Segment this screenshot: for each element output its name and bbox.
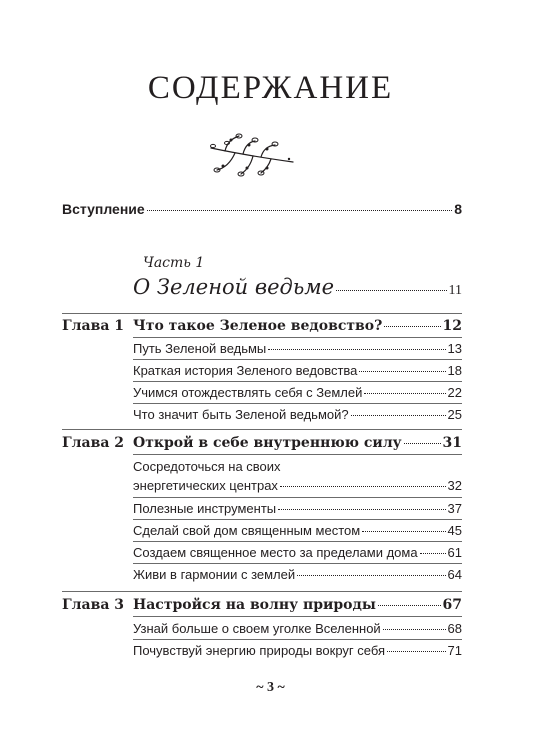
divider <box>133 497 462 498</box>
toc-entry-title: Вступление <box>62 201 145 217</box>
section-title-line: Сосредоточься на своих <box>133 459 281 474</box>
part-title: О Зеленой ведьме <box>133 275 335 299</box>
chapter-title: Открой в себе внутреннюю силу <box>133 435 402 451</box>
section-title: Почувствуй энергию природы вокруг себя <box>133 643 386 658</box>
dot-leader <box>147 210 453 211</box>
divider <box>62 313 462 314</box>
divider <box>133 563 462 564</box>
toc-entry-page: 67 <box>442 597 462 613</box>
toc-entry-section <box>133 621 462 636</box>
chapter-title: Настройся на волну природы <box>133 597 376 613</box>
toc-entry-page: 37 <box>447 501 462 516</box>
toc-entry-page: 25 <box>447 407 462 422</box>
section-title: Путь Зеленой ведьмы <box>133 341 267 356</box>
toc-entry-section <box>133 407 462 422</box>
dot-leader <box>404 443 441 444</box>
dot-leader <box>362 531 445 532</box>
dot-leader <box>420 553 446 554</box>
toc-entry-section <box>133 385 462 400</box>
divider <box>133 454 462 455</box>
toc-entry-section <box>133 545 462 560</box>
divider <box>133 381 462 382</box>
toc-entry-page: 31 <box>442 435 462 451</box>
toc-entry-page: 8 <box>454 201 462 217</box>
toc-entry-section <box>133 478 462 493</box>
toc-entry-chapter <box>133 597 462 613</box>
chapter-label: Глава 1 <box>62 318 125 334</box>
toc-entry-page: 18 <box>447 363 462 378</box>
page-number: ~ 3 ~ <box>256 680 285 695</box>
dot-leader <box>351 415 446 416</box>
toc-entry-section <box>133 643 462 658</box>
toc-entry-section <box>133 567 462 582</box>
divider <box>133 359 462 360</box>
dot-leader <box>336 290 446 291</box>
dot-leader <box>297 575 445 576</box>
divider <box>133 403 462 404</box>
toc-entry-page: 71 <box>447 643 462 658</box>
toc-entry-part <box>133 275 462 299</box>
divider <box>133 639 462 640</box>
section-title: Создаем священное место за пределами дома <box>133 545 418 560</box>
toc-entry-page: 22 <box>447 385 462 400</box>
dot-leader <box>364 393 445 394</box>
toc-entry-section <box>133 341 462 356</box>
toc-entry-page: 11 <box>448 283 462 298</box>
divider <box>133 541 462 542</box>
dot-leader <box>268 349 445 350</box>
toc-entry-page: 32 <box>447 478 462 493</box>
chapter-title: Что такое Зеленое ведовство? <box>133 318 383 334</box>
dot-leader <box>387 651 445 652</box>
divider <box>62 429 462 430</box>
section-title: энергетических центрах <box>133 478 278 493</box>
chapter-label: Глава 3 <box>62 597 125 613</box>
section-title: Краткая история Зеленого ведовства <box>133 363 358 378</box>
part-label: Часть 1 <box>143 255 205 271</box>
section-title: Узнай больше о своем уголке Вселенной <box>133 621 381 636</box>
toc-entry-page: 45 <box>447 523 462 538</box>
dot-leader <box>384 326 440 327</box>
toc-entry-page: 64 <box>447 567 462 582</box>
toc-entry-page: 12 <box>442 318 462 334</box>
dot-leader <box>278 509 445 510</box>
divider <box>62 591 462 592</box>
section-title: Сделай свой дом священным местом <box>133 523 361 538</box>
toc-entry-page: 68 <box>447 621 462 636</box>
section-title: Живи в гармонии с землей <box>133 567 296 582</box>
botanical-sprig-icon <box>205 132 297 180</box>
dot-leader <box>383 629 446 630</box>
chapter-label: Глава 2 <box>62 435 125 451</box>
toc-entry-section <box>133 501 462 516</box>
section-title: Что значит быть Зеленой ведьмой? <box>133 407 349 422</box>
divider <box>133 337 462 338</box>
dot-leader <box>359 371 445 372</box>
dot-leader <box>378 605 441 606</box>
toc-entry-section <box>133 363 462 378</box>
toc-entry-section <box>133 523 462 538</box>
section-title: Учимся отождествлять себя с Землей <box>133 385 363 400</box>
section-title: Полезные инструменты <box>133 501 277 516</box>
toc-entry-chapter <box>133 318 462 334</box>
toc-entry-page: 61 <box>447 545 462 560</box>
toc-entry-intro <box>62 201 462 217</box>
dot-leader <box>280 486 446 487</box>
page-title: СОДЕРЖАНИЕ <box>147 70 394 106</box>
toc-entry-chapter <box>133 435 462 451</box>
divider <box>133 519 462 520</box>
divider <box>133 616 462 617</box>
toc-entry-page: 13 <box>447 341 462 356</box>
